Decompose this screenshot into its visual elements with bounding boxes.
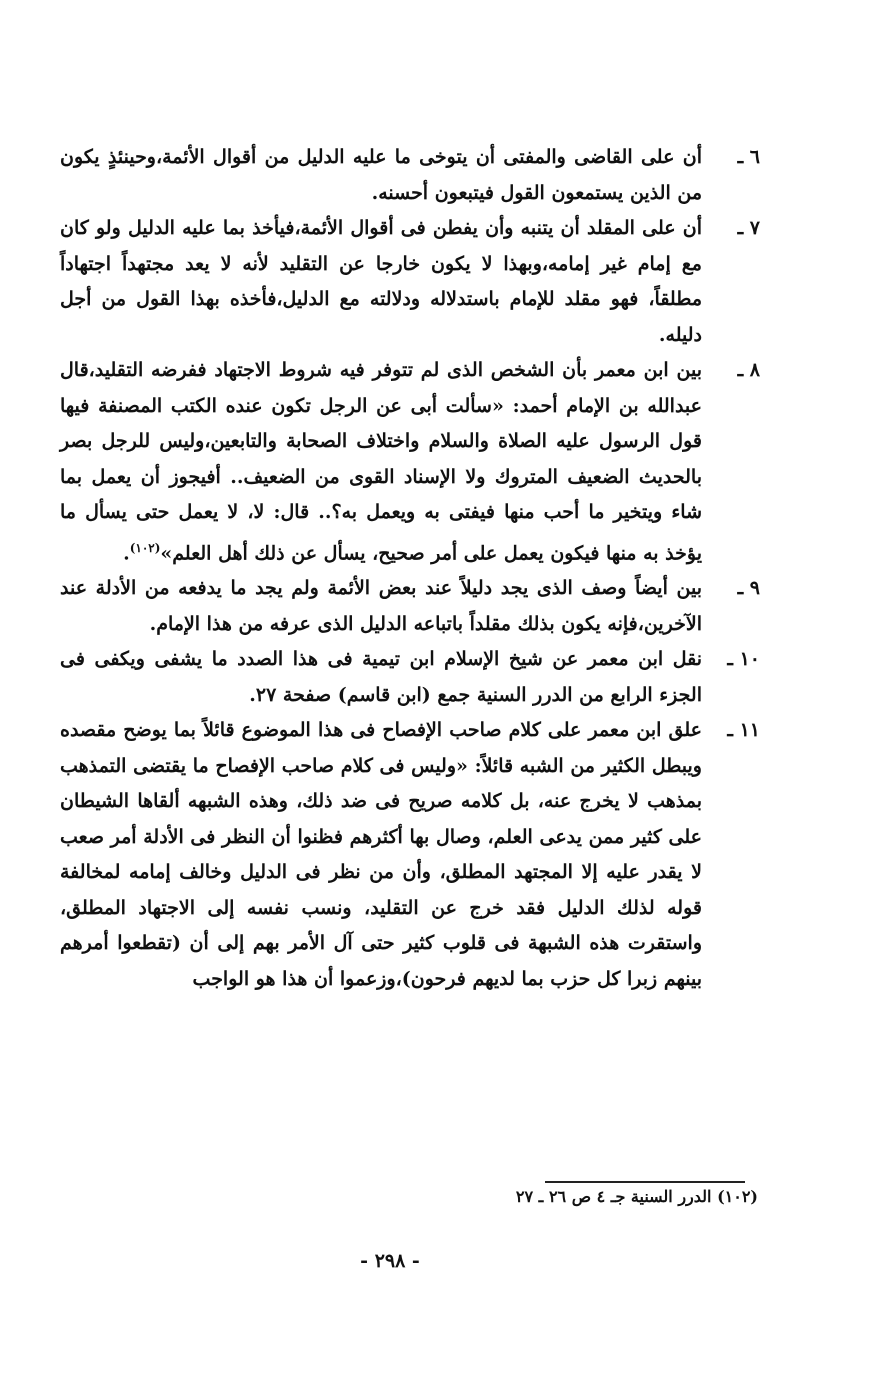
list-item bbox=[60, 211, 760, 353]
page-number: - ٢٩٨ - bbox=[360, 1250, 420, 1272]
list-item bbox=[60, 353, 760, 571]
list-item bbox=[60, 642, 760, 713]
item-text: نقل ابن معمر عن شيخ الإسلام ابن تيمية فى هذا الصدد ما يشفى ويكفى فى الجزء الرابع من الدرر السنية جمع (ابن قاسم) صفحة ٢٧. bbox=[60, 648, 702, 706]
item-number: ١٠ ـ bbox=[727, 648, 760, 671]
list-item bbox=[60, 571, 760, 642]
item-text-with-footnote bbox=[60, 353, 702, 571]
footnote-divider bbox=[545, 1181, 745, 1183]
item-number: ١١ ـ bbox=[727, 719, 760, 742]
list-item bbox=[60, 140, 760, 211]
item-number: ٩ ـ bbox=[737, 577, 760, 600]
footnote-reference: (١٠٢) bbox=[129, 540, 161, 555]
item-text-end: . bbox=[123, 541, 130, 564]
numbered-list bbox=[60, 140, 760, 997]
item-text: أن على القاضى والمفتى أن يتوخى ما عليه الدليل من أقوال الأئمة،وحينئذٍ يكون من الذين يستمعون القول فيتبعون أحسنه. bbox=[60, 146, 702, 204]
item-text: علق ابن معمر على كلام صاحب الإفصاح فى هذا الموضوع قائلاً بما يوضح مقصده ويبطل الكثير من الشبه قائلاً: «وليس فى كلام صاحب الإفصاح ما يقتضى التمذهب بمذهب لا يخرج عنه، بل كلامه صريح فى ضد ذلك، وهذه الشبهه ألقاها الشيطان على كثير ممن يدعى العلم، وصال بها أكثرهم فظنوا أن النظر فى الأدلة أمر صعب لا يقدر عليه إلا المجتهد المطلق، وأن من نظر فى الدليل وخالف إمامه لمخالفة قوله لذلك الدليل فقد خرج عن التقليد، ونسب نفسه إلى الاجتهاد المطلق، واستقرت هذه الشبهة فى قلوب كثير حتى آل الأمر بهم إلى أن (تقطعوا أمرهم بينهم زبرا كل حزب بما لديهم فرحون)،وزعموا أن هذا هو الواجب bbox=[60, 719, 702, 990]
item-text: بين ابن معمر بأن الشخص الذى لم تتوفر فيه شروط الاجتهاد ففرضه التقليد،قال عبدالله بن الإمام أحمد: «سألت أبى عن الرجل تكون عنده الكتب المصنفة فيها قول الرسول عليه الصلاة والسلام واختلاف الصحابة والتابعين،وليس للرجل بصر بالحديث الضعيف المتروك ولا الإسناد القوى من الضعيف.. أفيجوز أن يعمل بما شاء ويتخير ما أحب منها فيفتى به ويعمل به؟.. قال: لا، لا يعمل حتى يسأل ما يؤخذ به منها فيكون يعمل على أمر صحيح، يسأل عن ذلك أهل العلم» bbox=[60, 359, 702, 564]
list-item bbox=[60, 713, 760, 997]
item-number: ٨ ـ bbox=[737, 359, 760, 381]
item-number: ٧ ـ bbox=[737, 217, 760, 239]
item-number: ٦ ـ bbox=[737, 146, 760, 168]
item-text: أن على المقلد أن يتنبه وأن يفطن فى أقوال الأئمة،فيأخذ بما عليه الدليل ولو كان مع إمام غير إمامه،وبهذا لا يكون خارجا عن التقليد لأنه لا يعد مجتهداً اجتهاداً مطلقاً، فهو مقلد للإمام باستدلاله ودلالته مع الدليل،فأخذه بهذا القول من أجل دليله. bbox=[60, 217, 702, 346]
item-text: بين أيضاً وصف الذى يجد دليلاً عند بعض الأئمة ولم يجد ما يدفعه من الأدلة عند الآخرين،فإنه يكون بذلك مقلداً باتباعه الدليل الذى عرفه من هذا الإمام. bbox=[60, 577, 702, 635]
footnote: (١٠٢) الدرر السنية جـ ٤ ص ٢٦ ـ ٢٧ bbox=[515, 1187, 758, 1206]
